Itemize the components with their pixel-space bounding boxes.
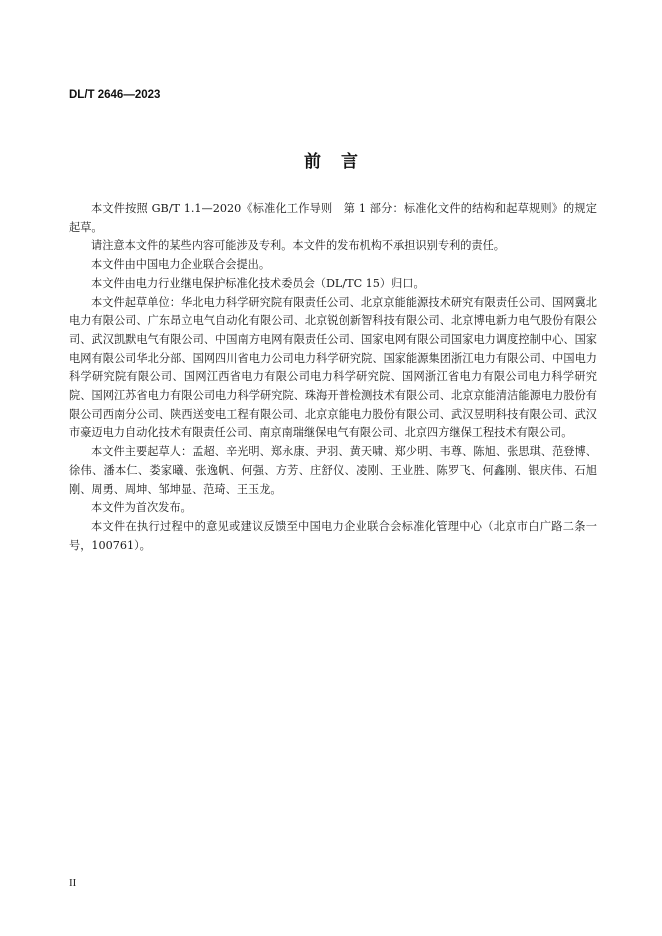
paragraph-standard-basis: 本文件按照 GB/T 1.1—2020《标准化工作导则 第 1 部分：标准化文件的结构和起草规则》的规定起草。: [69, 202, 597, 234]
paragraph-committee: 本文件由电力行业继电保护标准化技术委员会（DL/TC 15）归口。: [91, 276, 425, 290]
paragraph-drafters: 本文件主要起草人：孟超、辛光明、郑永康、尹羽、黄天啸、郑少明、韦尊、陈旭、张思琪、范登博、徐伟、潘本仁、娄家曦、张逸帆、何强、方芳、庄舒仪、凌刚、王业胜、陈罗飞、何鑫刚、银庆伟、石旭刚、周勇、周坤、邹坤显、范琦、王玉龙。: [69, 445, 597, 496]
paragraph-proposer: 本文件由中国电力企业联合会提出。: [91, 258, 271, 272]
paragraph-drafting-units: 本文件起草单位：华北电力科学研究院有限责任公司、北京京能能源技术研究有限责任公司、国网冀北电力有限公司、广东昂立电气自动化有限公司、北京锐创新智科技有限公司、北京博电新力电气股份有限公司、武汉凯默电气有限公司、中国南方电网有限责任公司、国家电网有限公司国家电力调度控制中心、国家电网有限公司华北分部、国网四川省电力公司电力科学研究院、国家能源集团浙江电力有限公司、中国电力科学研究院有限公司、国网江西省电力有限公司电力科学研究院、国网浙江省电力有限公司电力科学研究院、国网江苏省电力有限公司电力科学研究院、珠海开普检测技术有限公司、北京京能清洁能源电力股份有限公司西南分公司、陕西送变电工程有限公司、北京京能电力股份有限公司、武汉昱明科技有限公司、武汉市豪迈电力自动化技术有限责任公司、南京南瑞继保电气有限公司、北京四方继保工程技术有限公司。: [69, 295, 597, 440]
standard-code: DL/T 2646—2023: [69, 89, 161, 101]
paragraph-first-release: 本文件为首次发布。: [91, 501, 192, 515]
paragraph-patent-notice: 请注意本文件的某些内容可能涉及专利。本文件的发布机构不承担识别专利的责任。: [91, 239, 505, 253]
page-number: II: [69, 877, 77, 889]
foreword-body: [69, 200, 597, 555]
page-title: 前言: [304, 152, 378, 172]
paragraph-feedback: 本文件在执行过程中的意见或建议反馈至中国电力企业联合会标准化管理中心（北京市白广路二条一号，100761）。: [69, 519, 597, 552]
